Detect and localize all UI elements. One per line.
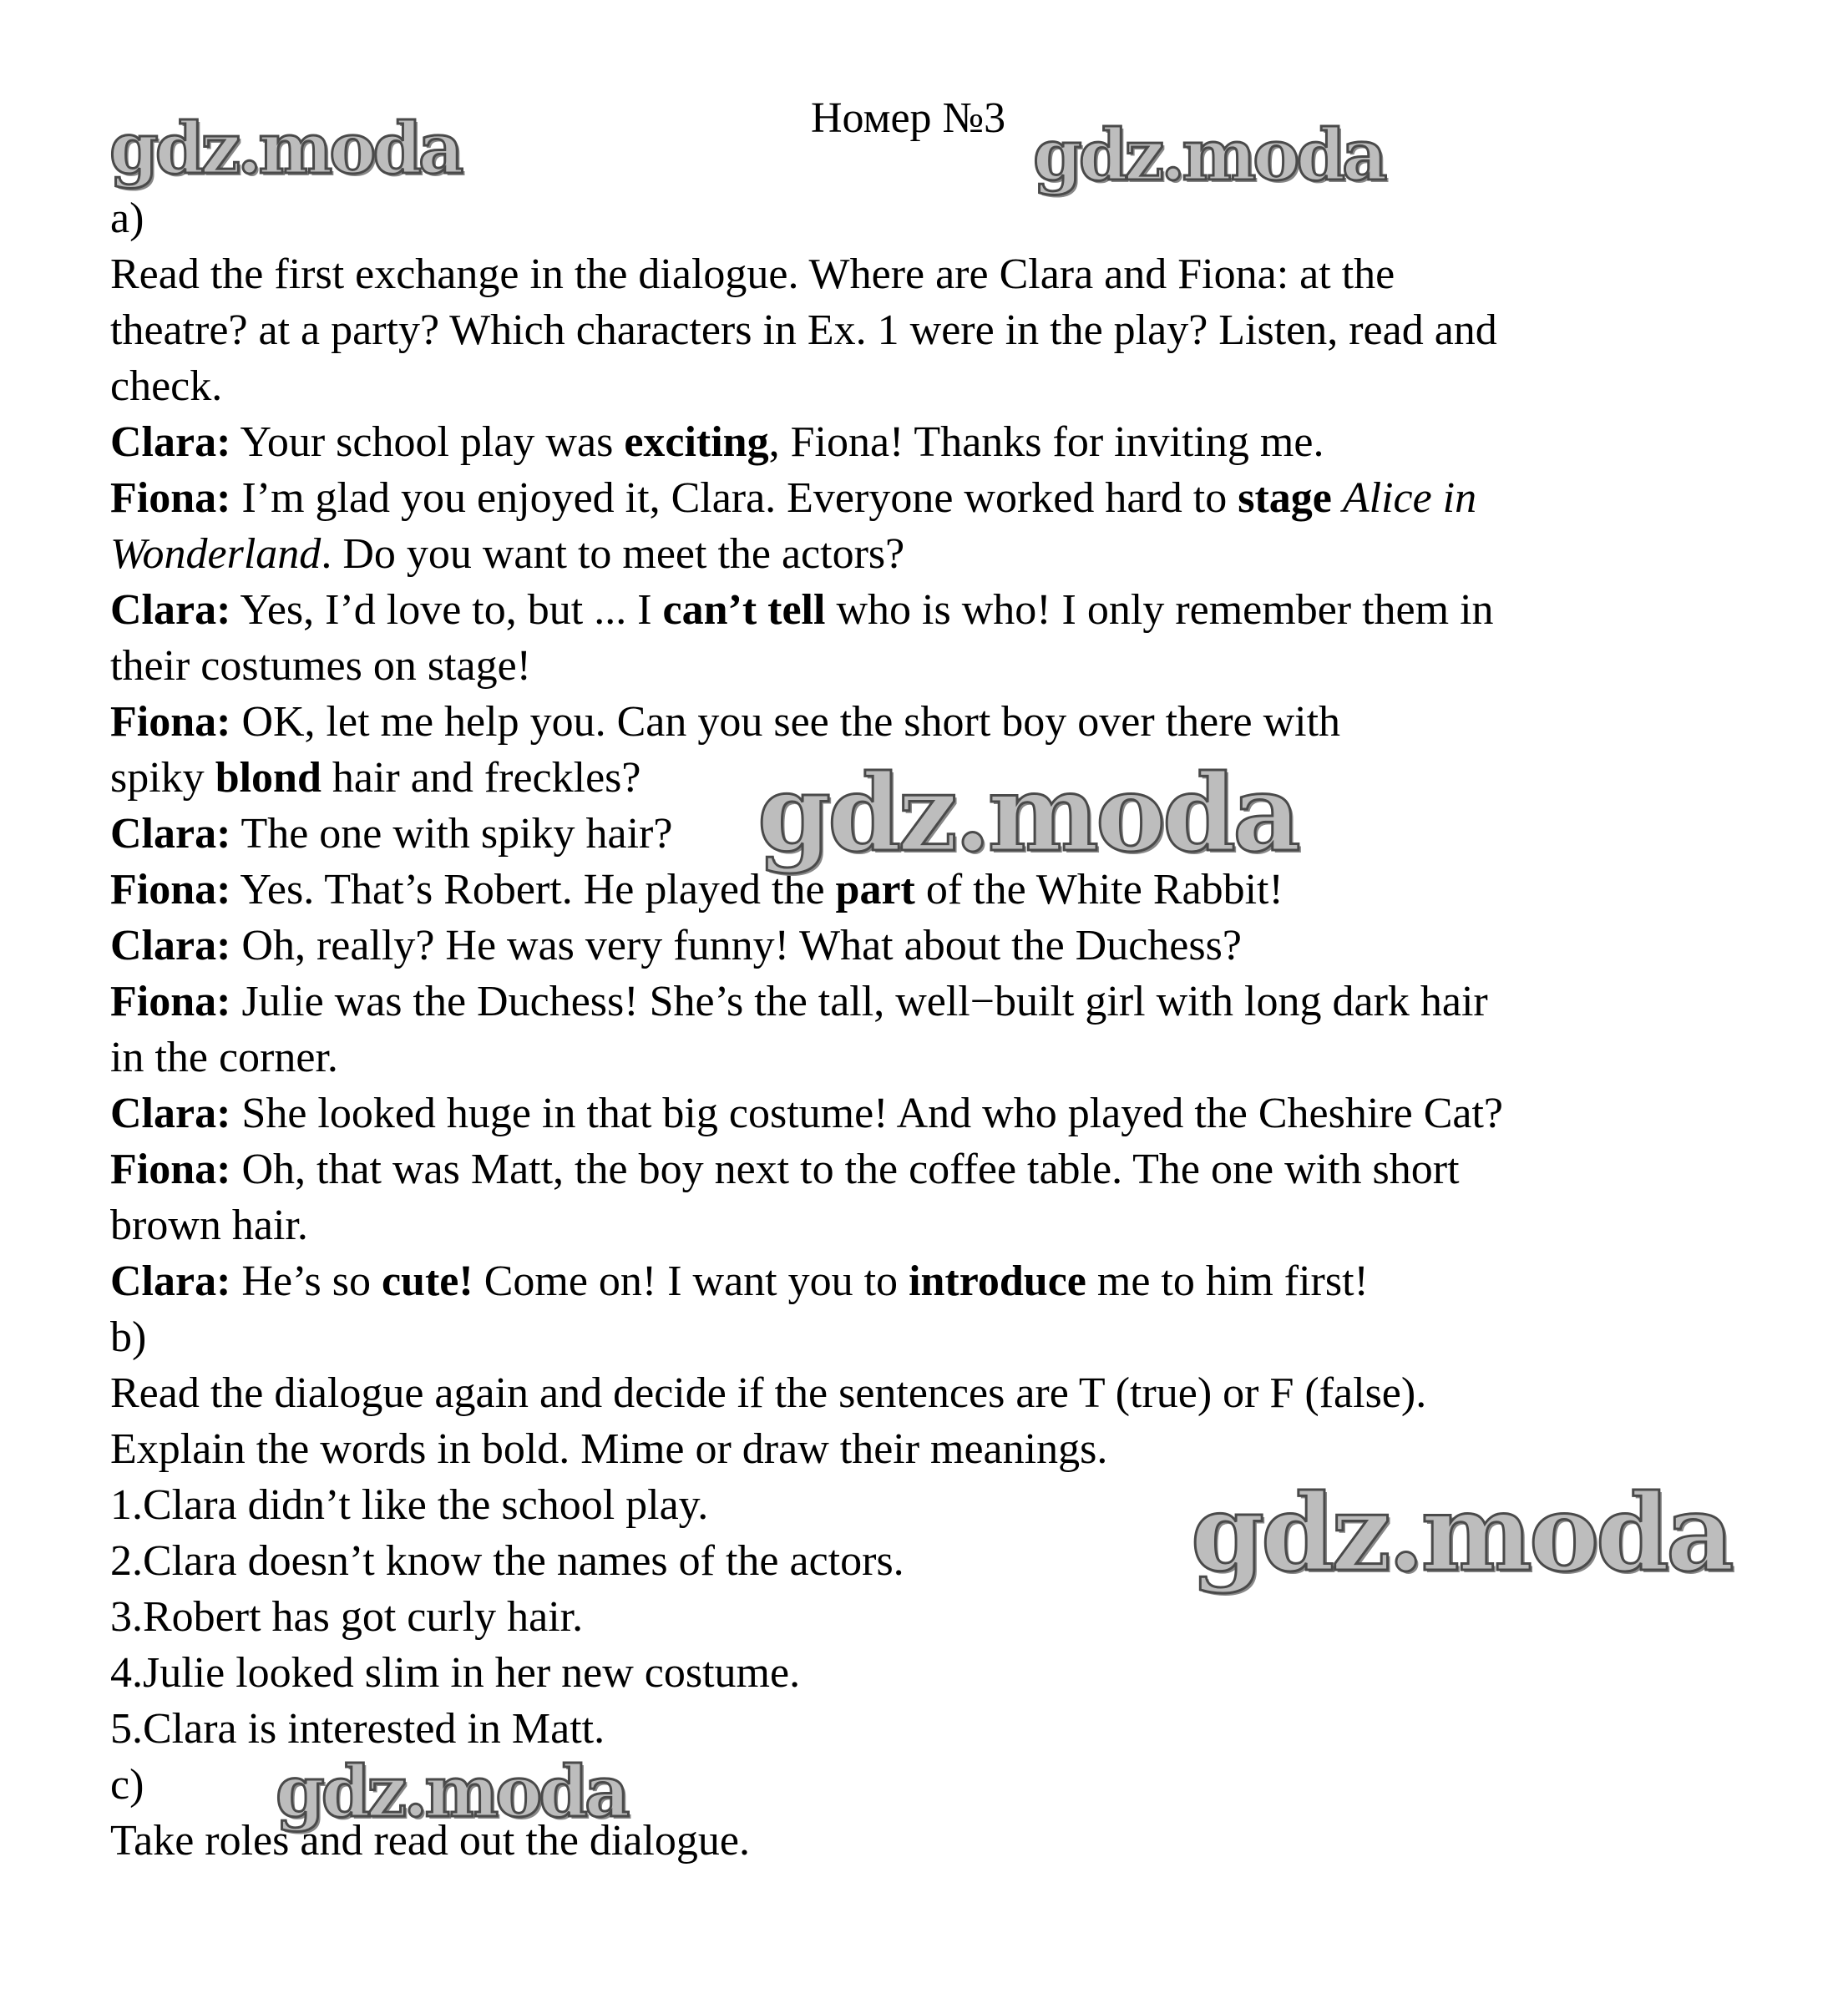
text-line bbox=[110, 918, 1503, 974]
text-line bbox=[110, 638, 1503, 694]
text-line bbox=[110, 470, 1503, 526]
text-line bbox=[110, 582, 1503, 638]
text-segment: 1.Clara didn’t like the school play. bbox=[110, 1481, 709, 1529]
text-segment: in the corner. bbox=[110, 1034, 338, 1081]
text-segment: c) bbox=[110, 1761, 144, 1809]
text-segment: brown hair. bbox=[110, 1202, 308, 1249]
bold-text: exciting bbox=[624, 418, 769, 466]
text-segment: who is who! I only remember them in bbox=[825, 586, 1494, 634]
text-segment: OK, let me help you. Can you see the short boy over there with bbox=[230, 698, 1341, 746]
text-line bbox=[110, 358, 1503, 414]
watermark-logo: gdz.moda bbox=[1033, 114, 1385, 196]
text-segment: hair and freckles? bbox=[321, 754, 641, 802]
text-segment: 3.Robert has got curly hair. bbox=[110, 1593, 584, 1641]
bold-text: introduce bbox=[909, 1257, 1086, 1305]
bold-text: Fiona: bbox=[110, 698, 231, 746]
italic-text: Alice in bbox=[1342, 474, 1477, 522]
text-line bbox=[110, 1589, 1503, 1645]
bold-text: Clara: bbox=[110, 922, 231, 969]
text-segment: He’s so bbox=[230, 1257, 382, 1305]
bold-text: Clara: bbox=[110, 418, 231, 466]
text-line bbox=[110, 526, 1503, 582]
page-heading: Номер №3 bbox=[811, 94, 1006, 142]
text-line bbox=[110, 190, 1503, 246]
bold-text: cute! bbox=[381, 1257, 473, 1305]
text-segment: Explain the words in bold. Mime or draw their meanings. bbox=[110, 1425, 1108, 1473]
bold-text: can’t tell bbox=[662, 586, 826, 634]
text-segment: me to him first! bbox=[1086, 1257, 1369, 1305]
bold-text: blond bbox=[215, 754, 322, 802]
watermark-logo: gdz.moda bbox=[1191, 1471, 1731, 1595]
text-segment: Oh, really? He was very funny! What about the Duchess? bbox=[230, 922, 1242, 969]
watermark-logo: gdz.moda bbox=[109, 107, 461, 190]
watermark-logo: gdz.moda bbox=[276, 1750, 627, 1833]
text-segment: 2.Clara doesn’t know the names of the actors. bbox=[110, 1537, 904, 1585]
bold-text: Clara: bbox=[110, 586, 231, 634]
text-segment: spiky bbox=[110, 754, 215, 802]
text-segment: Take roles and read out the dialogue. bbox=[110, 1817, 750, 1865]
text-segment: Oh, that was Matt, the boy next to the coffee table. The one with short bbox=[230, 1146, 1460, 1193]
text-segment: I’m glad you enjoyed it, Clara. Everyone worked hard to bbox=[230, 474, 1238, 522]
text-segment: Yes. That’s Robert. He played the bbox=[230, 866, 836, 913]
text-segment: She looked huge in that big costume! And who played the Cheshire Cat? bbox=[230, 1090, 1503, 1137]
text-segment: . Do you want to meet the actors? bbox=[321, 530, 905, 578]
text-segment: check. bbox=[110, 362, 223, 410]
italic-text: Wonderland bbox=[110, 530, 322, 578]
text-segment: of the White Rabbit! bbox=[914, 866, 1283, 913]
text-segment: Julie was the Duchess! She’s the tall, well−built girl with long dark hair bbox=[230, 978, 1488, 1025]
text-segment: b) bbox=[110, 1313, 147, 1361]
text-line bbox=[110, 1645, 1503, 1701]
bold-text: Fiona: bbox=[110, 474, 231, 522]
text-segment bbox=[1332, 474, 1343, 522]
text-segment: a) bbox=[110, 195, 144, 242]
bold-text: Clara: bbox=[110, 810, 231, 858]
text-line bbox=[110, 1141, 1503, 1197]
text-segment: their costumes on stage! bbox=[110, 642, 531, 690]
bold-text: Fiona: bbox=[110, 1146, 231, 1193]
text-segment: The one with spiky hair? bbox=[230, 810, 673, 858]
text-line bbox=[110, 1421, 1503, 1477]
text-segment: Come on! I want you to bbox=[473, 1257, 909, 1305]
text-line bbox=[110, 694, 1503, 750]
bold-text: Fiona: bbox=[110, 866, 231, 913]
text-line bbox=[110, 1085, 1503, 1141]
bold-text: Clara: bbox=[110, 1257, 231, 1305]
bold-text: Fiona: bbox=[110, 978, 231, 1025]
text-segment: theatre? at a party? Which characters in Ex. 1 were in the play? Listen, read and bbox=[110, 306, 1497, 354]
text-line bbox=[110, 1701, 1503, 1757]
text-line bbox=[110, 1365, 1503, 1421]
text-segment: Yes, I’d love to, but ... I bbox=[230, 586, 663, 634]
text-line bbox=[110, 1309, 1503, 1365]
text-segment: 5.Clara is interested in Matt. bbox=[110, 1705, 605, 1753]
watermark-logo: gdz.moda bbox=[757, 751, 1298, 875]
bold-text: stage bbox=[1238, 474, 1332, 522]
text-segment: , Fiona! Thanks for inviting me. bbox=[768, 418, 1324, 466]
text-line bbox=[110, 302, 1503, 358]
text-line bbox=[110, 414, 1503, 470]
bold-text: Clara: bbox=[110, 1090, 231, 1137]
text-line bbox=[110, 246, 1503, 302]
text-segment: Read the first exchange in the dialogue. Where are Clara and Fiona: at the bbox=[110, 250, 1395, 298]
text-line bbox=[110, 974, 1503, 1030]
text-line bbox=[110, 1030, 1503, 1085]
text-line bbox=[110, 1197, 1503, 1253]
bold-text: part bbox=[835, 866, 915, 913]
text-line bbox=[110, 1253, 1503, 1309]
exercise-text bbox=[110, 190, 1503, 1869]
text-segment: Read the dialogue again and decide if the sentences are T (true) or F (false). bbox=[110, 1369, 1427, 1417]
text-segment: 4.Julie looked slim in her new costume. bbox=[110, 1649, 801, 1697]
text-segment: Your school play was bbox=[230, 418, 625, 466]
